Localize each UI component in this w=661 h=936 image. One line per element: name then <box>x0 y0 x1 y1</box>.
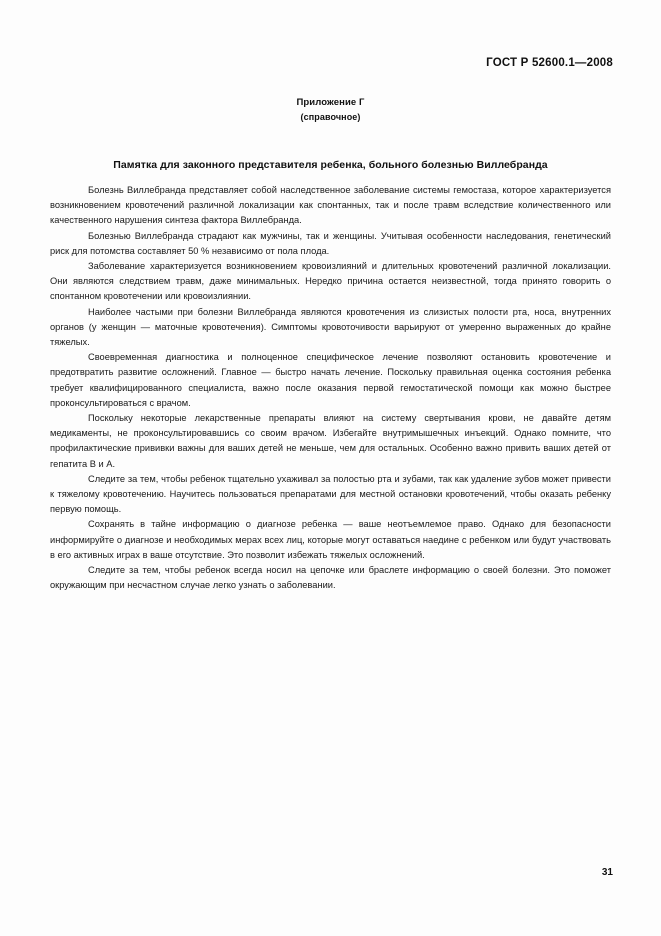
paragraph: Следите за тем, чтобы ребенок всегда носил на цепочке или браслете информацию о своей болезни. Это поможет окружающим при несчастном случае легко узнать о заболевании. <box>50 565 611 591</box>
page-number: 31 <box>601 867 613 878</box>
appendix-title: Приложение Г <box>296 97 365 108</box>
paragraph: Сохранять в тайне информацию о диагнозе ребенка — ваше неотъемлемое право. Однако для безопасности информируйте о диагнозе и необходимых мерах всех лиц, которые могут оставаться наедине с ребенком или будут участвовать в его активных играх в ваше отсутствие. Это позволит избежать тяжелых осложнений. <box>50 519 611 560</box>
body-text-container <box>50 183 611 593</box>
paragraph: Следите за тем, чтобы ребенок тщательно ухаживал за полостью рта и зубами, так как удаление зубов может привести к тяжелому кровотечению. Научитесь пользоваться препаратами для местной остановки кровотечений, чтобы оказать ребенку первую помощь. <box>50 473 611 515</box>
page-title: Памятка для законного представителя ребенка, больного болезнью Виллебранда <box>113 159 548 171</box>
standard-number-header: ГОСТ Р 52600.1—2008 <box>486 57 613 69</box>
appendix-subtitle: (справочное) <box>300 112 361 122</box>
paragraph: Болезнь Виллебранда представляет собой наследственное заболевание системы гемостаза, которое характеризуется возникновением кровотечений различной локализации как спонтанных, так и после травм вследствие количественного или качественного нарушения синтеза фактора Виллебранда. <box>50 185 611 226</box>
paragraph: Поскольку некоторые лекарственные препараты влияют на систему свертывания крови, не давайте детям медикаменты, не проконсультировавшись со своим врачом. Избегайте внутримышечных инъекций. Однако помните, что профилактические прививки важны для ваших детей не меньше, чем для остальных. Особенно важно привить ваших детей от гепатита В и А. <box>50 413 611 469</box>
paragraph: Болезнью Виллебранда страдают как мужчины, так и женщины. Учитывая особенности наследования, генетический риск для потомства составляет 50 % независимо от пола плода. <box>50 230 611 256</box>
paragraph: Наиболее частыми при болезни Виллебранда являются кровотечения из слизистых полости рта, носа, внутренних органов (у женщин — маточные кровотечения). Симптомы кровоточивости варьируют от умеренно выраженных до крайне тяжелых. <box>50 306 611 348</box>
paragraph: Заболевание характеризуется возникновением кровоизлияний и длительных кровотечений различной локализации. Они являются следствием травм, даже минимальных. Нередко причина остается неизвестной, тогда принято говорить о спонтанном кровотечении или кровоизлиянии. <box>50 261 611 302</box>
paragraph: Своевременная диагностика и полноценное специфическое лечение позволяют остановить кровотечение и предотвратить развитие осложнений. Главное — быстро начать лечение. Поскольку правильная оценка состояния ребенка требует квалифицированного специалиста, важно после оказания первой гемостатической помощи как можно быстрее проконсультироваться с врачом. <box>50 352 611 408</box>
appendix-heading-block <box>0 95 661 125</box>
